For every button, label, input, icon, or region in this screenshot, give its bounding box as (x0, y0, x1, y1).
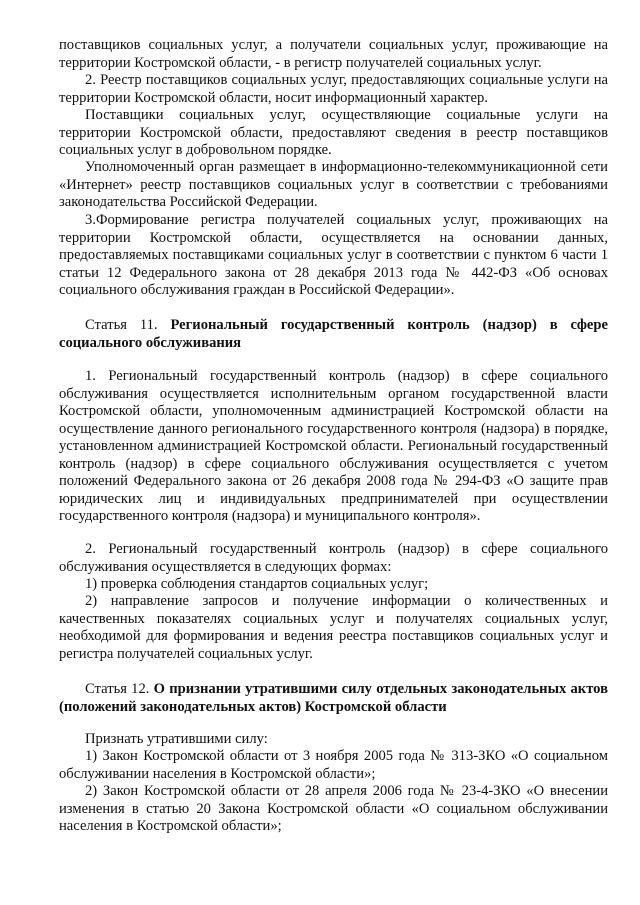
list-item-law-23-4: 2) Закон Костромской области от 28 апреля 2006 года № 23-4-ЗКО «О внесении изменения в статью 20 Закона Костромской области «О социальном обслуживании населения в Костромской области»; (59, 783, 608, 834)
list-item-information-requests: 2) направление запросов и получение информации о количественных и качественных показателях социальных услуг и получателях социальных услуг, необходимой для формирования и ведения реестра поставщиков социальных услуг и регистра получателей социальных услуг. (59, 593, 608, 662)
article-12-number: Статья 12. (85, 681, 150, 697)
paragraph-continuation: поставщиков социальных услуг, а получатели социальных услуг, проживающие на территории Костромской области, - в регистр получателей социальных услуг. (59, 37, 608, 71)
article-11-title: Региональный государственный контроль (надзор) в сфере социального обслуживания (59, 317, 608, 351)
paragraph-register-formation: 3.Формирование регистра получателей социальных услуг, проживающих на территории Костромской области, осуществляется на основании данных, предоставляемых поставщиками социальных услуг в соответствии с пунктом 6 части 1 статьи 12 Федерального закона от 28 декабря 2013 года № 442-ФЗ «Об основах социального обслуживания граждан в Российской Федерации». (59, 212, 608, 298)
list-item-standards-check: 1) проверка соблюдения стандартов социальных услуг; (85, 576, 429, 592)
paragraph-providers-submit: Поставщики социальных услуг, осуществляющие социальные услуги на территории Костромской области, предоставляют сведения в реестр поставщиков социальных услуг в добровольном порядке. (59, 107, 608, 158)
paragraph-registry-info: 2. Реестр поставщиков социальных услуг, предоставляющих социальные услуги на территории Костромской области, носит информационный характер. (59, 72, 608, 106)
list-item-law-313: 1) Закон Костромской области от 3 ноября 2005 года № 313-ЗКО «О социальном обслуживании населения в Костромской области»; (59, 748, 608, 782)
paragraph-repeal-intro: Признать утратившими силу: (85, 731, 268, 747)
article-12-heading (59, 681, 608, 716)
paragraph-control-forms: 2. Региональный государственный контроль (надзор) в сфере социального обслуживания осуществляется в следующих формах: (59, 541, 608, 575)
article-11-heading (59, 317, 608, 352)
paragraph-authorized-body: Уполномоченный орган размещает в информационно-телекоммуникационной сети «Интернет» реестр поставщиков социальных услуг в соответствии с требованиями законодательства Российской Федерации. (59, 159, 608, 210)
paragraph-control-authority: 1. Региональный государственный контроль (надзор) в сфере социального обслуживания осуществляется исполнительным органом государственной власти Костромской области, уполномоченным администрацией Костромской области на осуществление данного регионального государственного контроля (надзора) в порядке, установленном администрацией Костромской области. Региональный государственный контроль (надзор) в сфере социального обслуживания осуществляется с учетом положений Федерального закона от 26 декабря 2008 года № 294-ФЗ «О защите прав юридических лиц и индивидуальных предпринимателей при осуществлении государственного контроля (надзора) и муниципального контроля». (59, 368, 608, 524)
article-12-title: О признании утратившими силу отдельных законодательных актов (положений законодательных актов) Костромской области (59, 681, 608, 715)
article-11-number: Статья 11. (85, 317, 158, 333)
